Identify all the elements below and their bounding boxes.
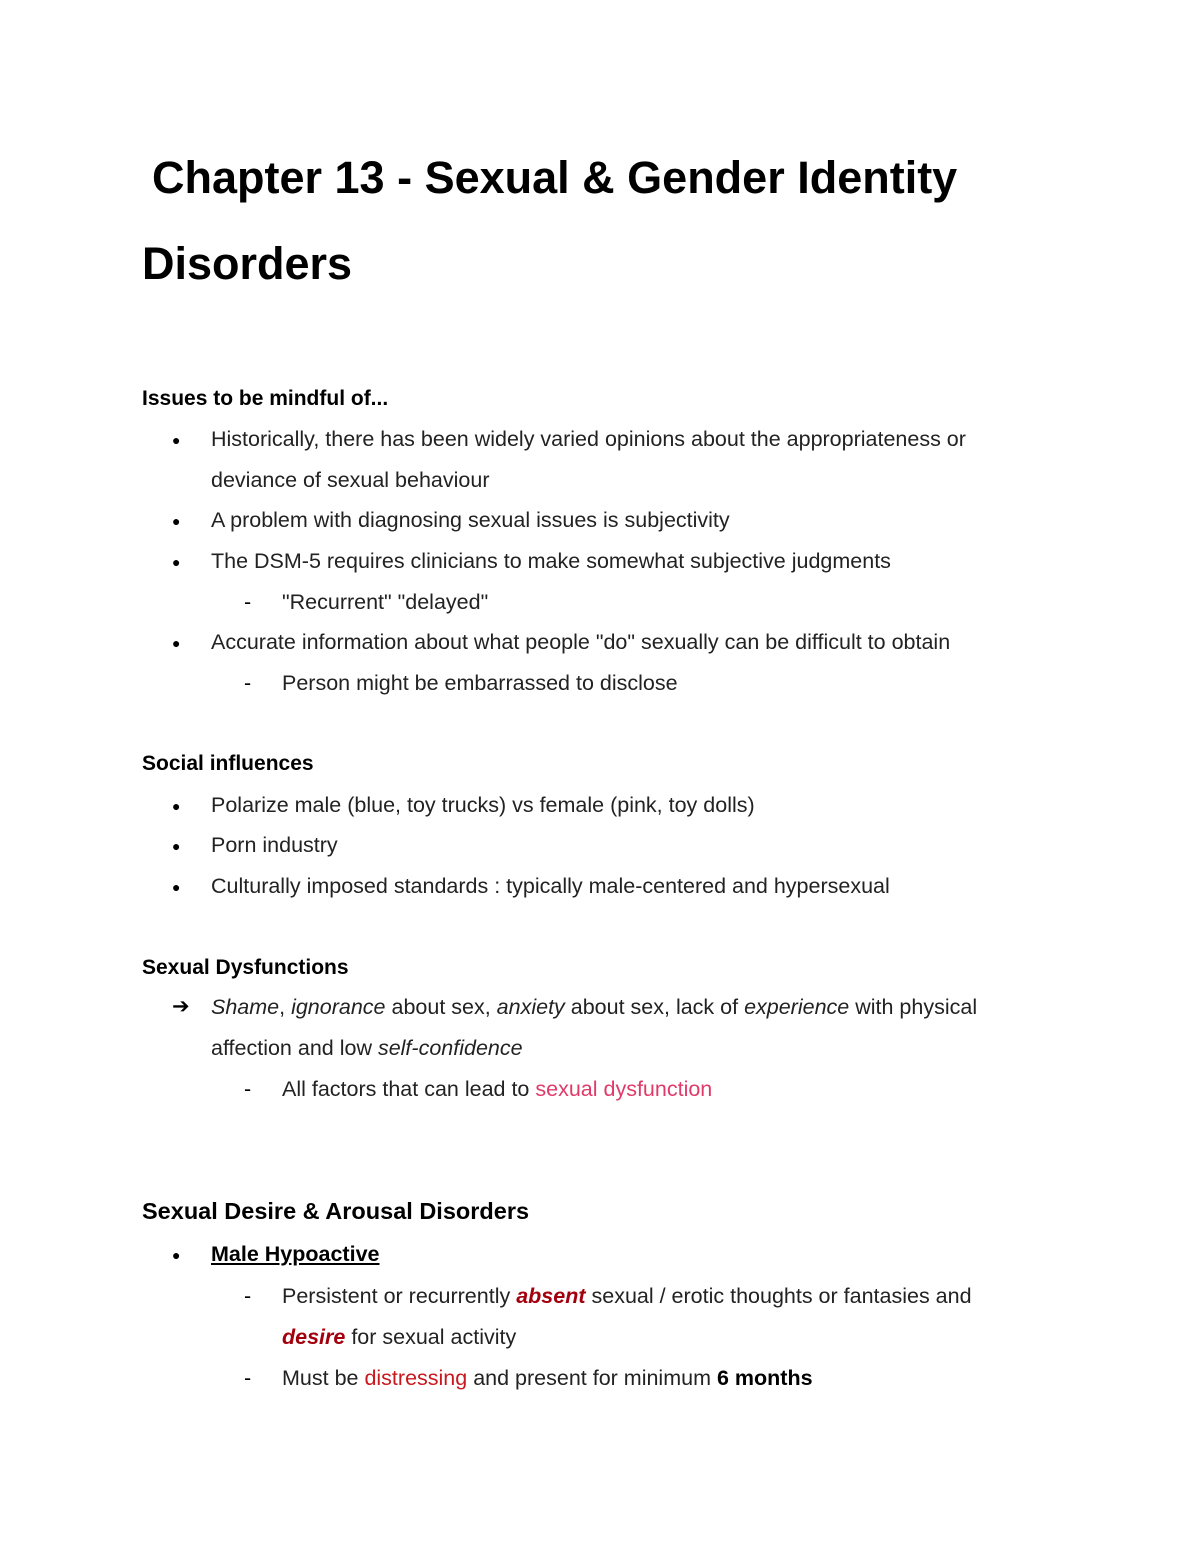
section-heading-issues: Issues to be mindful of...: [142, 387, 389, 410]
page-title: [142, 135, 1082, 307]
text-span: ,: [279, 995, 292, 1019]
emphasis-absent: absent: [516, 1284, 586, 1308]
text-span: Persistent or recurrently: [282, 1284, 517, 1308]
bullet-icon: ●: [172, 513, 181, 529]
section-heading-social: Social influences: [142, 752, 314, 775]
list-item-continuation: deviance of sexual behaviour: [211, 468, 490, 492]
list-item: Porn industry: [211, 833, 338, 857]
list-item: The DSM-5 requires clinicians to make somewhat subjective judgments: [211, 549, 891, 573]
text-span: about sex, lack of: [564, 995, 745, 1019]
bullet-icon: ●: [172, 432, 181, 448]
text-span: and present for minimum: [467, 1366, 717, 1390]
emphasis-experience: experience: [744, 995, 850, 1019]
title-line-2: Disorders: [142, 238, 353, 289]
emphasis-self-confidence: self-confidence: [377, 1036, 523, 1060]
emphasis-shame: Shame: [211, 995, 280, 1019]
list-item: A problem with diagnosing sexual issues is subjectivity: [211, 508, 730, 532]
bullet-icon: ●: [172, 554, 181, 570]
list-item: Accurate information about what people "do" sexually can be difficult to obtain: [211, 630, 951, 654]
bullet-icon: ●: [172, 798, 181, 814]
list-item-continuation: [211, 1033, 523, 1063]
sub-list-item: [282, 1074, 712, 1104]
section-heading-dysfunctions: Sexual Dysfunctions: [142, 956, 349, 979]
text-span: Must be: [282, 1366, 365, 1390]
dash-icon: -: [244, 1284, 252, 1308]
bullet-icon: ●: [172, 838, 181, 854]
subheading-male-hypoactive: Male Hypoactive: [211, 1242, 380, 1266]
section-heading-desire: Sexual Desire & Arousal Disorders: [142, 1198, 530, 1224]
emphasis-anxiety: anxiety: [496, 995, 565, 1019]
dash-icon: -: [244, 1077, 252, 1101]
emphasis-ignorance: ignorance: [291, 995, 386, 1019]
bullet-icon: ●: [172, 1247, 181, 1263]
bullet-icon: ●: [172, 879, 181, 895]
sub-list-item: [282, 1363, 813, 1393]
text-span: All factors that can lead to: [282, 1077, 536, 1101]
list-item: Historically, there has been widely varied opinions about the appropriateness or: [211, 427, 966, 451]
text-span: with physical: [849, 995, 978, 1019]
text-span: sexual / erotic thoughts or fantasies and: [585, 1284, 972, 1308]
title-line-1: Chapter 13 - Sexual & Gender Identity: [152, 152, 958, 203]
arrow-bullet-icon: ➔: [172, 995, 190, 1018]
dash-icon: -: [244, 1366, 252, 1390]
sub-list-item-continuation: [282, 1322, 516, 1352]
list-item: [211, 992, 977, 1022]
highlight-sexual-dysfunction: sexual dysfunction: [535, 1077, 713, 1101]
list-item: Polarize male (blue, toy trucks) vs female (pink, toy dolls): [211, 793, 755, 817]
list-item: [211, 1239, 379, 1269]
list-item: Culturally imposed standards : typically male-centered and hypersexual: [211, 874, 890, 898]
dash-icon: -: [244, 671, 252, 695]
sub-list-item: Person might be embarrassed to disclose: [282, 671, 678, 695]
sub-list-item: [282, 1281, 972, 1311]
emphasis-6-months: 6 months: [716, 1366, 813, 1390]
bullet-icon: ●: [172, 635, 181, 651]
sub-list-item: "Recurrent" "delayed": [282, 590, 489, 614]
text-span: for sexual activity: [345, 1325, 517, 1349]
text-span: about sex,: [385, 995, 497, 1019]
highlight-distressing: distressing: [364, 1366, 468, 1390]
emphasis-desire: desire: [282, 1325, 346, 1349]
dash-icon: -: [244, 590, 252, 614]
text-span: affection and low: [211, 1036, 378, 1060]
